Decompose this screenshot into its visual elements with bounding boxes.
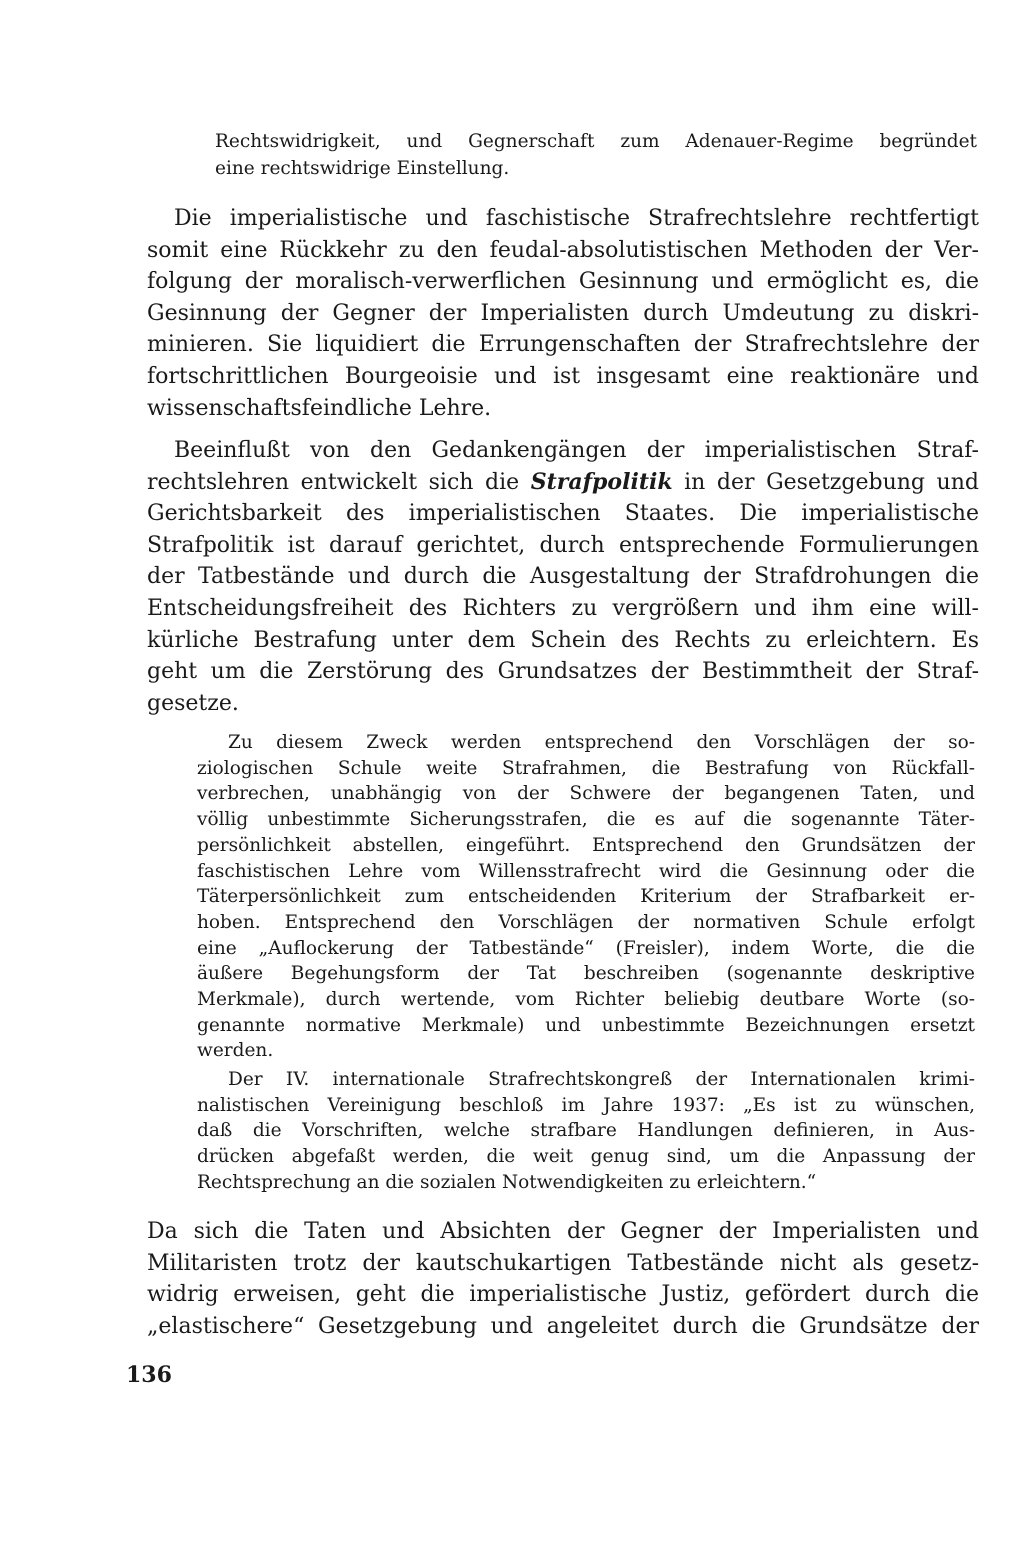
- paragraph: [147, 435, 979, 719]
- text-line: Militaristen trotz der kautschukartigen Tatbestände nicht als gesetz-: [147, 1250, 979, 1276]
- text-line: ziologischen Schule weite Strafrahmen, die Bestrafung von Rückfall-: [197, 757, 975, 779]
- text-line: eine „Auflockerung der Tatbestände“ (Freisler), indem Worte, die die: [197, 937, 975, 959]
- text-line: gesetze.: [147, 690, 239, 716]
- text-line: daß die Vorschriften, welche strafbare Handlungen definieren, in Aus-: [197, 1120, 975, 1142]
- continuation-text: [215, 128, 977, 182]
- text-line: Entscheidungsfreiheit des Richters zu vergrößern und ihm eine will-: [147, 595, 979, 621]
- text-line: minieren. Sie liquidiert die Errungenschaften der Strafrechtslehre der: [147, 332, 979, 358]
- small-print-paragraph: [197, 730, 975, 1064]
- text-line: Strafpolitik ist darauf gerichtet, durch entsprechende Formulierungen: [147, 532, 979, 558]
- text-line: Beeinflußt von den Gedankengängen der imperialistischen Straf-: [174, 438, 979, 463]
- page-number: 136: [126, 1362, 172, 1388]
- text-line: Der IV. internationale Strafrechtskongreß der Internationalen krimi-: [228, 1069, 975, 1090]
- text-line: Rechtswidrigkeit, und Gegnerschaft zum Adenauer-Regime begründet: [215, 131, 977, 152]
- text-line: Da sich die Taten und Absichten der Gegner der Imperialisten und: [147, 1219, 979, 1244]
- text-line: äußere Begehungsform der Tat beschreiben (sogenannte deskriptive: [197, 963, 975, 985]
- text-line: somit eine Rückkehr zu den feudal-absolutistischen Methoden der Ver-: [147, 237, 979, 263]
- text-segment: in der Gesetzgebung und: [672, 469, 979, 495]
- text-line: der Tatbestände und durch die Ausgestaltung der Strafdrohungen die: [147, 564, 979, 590]
- text-line: drücken abgefaßt werden, die weit genug sind, um die Anpassung der: [197, 1146, 975, 1168]
- text-line: eine rechtswidrige Einstellung.: [215, 158, 510, 179]
- text-line: wissenschaftsfeindliche Lehre.: [147, 395, 492, 421]
- text-line: verbrechen, unabhängig von der Schwere der begangenen Taten, und: [197, 783, 975, 805]
- text-line: kürliche Bestrafung unter dem Schein des Rechts zu erleichtern. Es: [147, 627, 979, 653]
- text-segment: rechtslehren entwickelt sich die: [147, 469, 531, 495]
- text-line: nalistischen Vereinigung beschloß im Jahre 1937: „Es ist zu wünschen,: [197, 1094, 975, 1116]
- text-line: „elastischere“ Gesetzgebung und angeleitet durch die Grundsätze der: [147, 1313, 979, 1339]
- paragraph: [147, 203, 979, 424]
- text-line: folgung der moralisch-verwerflichen Gesinnung und ermöglicht es, die: [147, 269, 979, 295]
- text-line: geht um die Zerstörung des Grundsatzes der Bestimmtheit der Straf-: [147, 659, 979, 685]
- text-line: Merkmale), durch wertende, vom Richter beliebig deutbare Worte (so-: [197, 989, 975, 1011]
- text-line: Die imperialistische und faschistische Strafrechtslehre rechtfertigt: [174, 206, 979, 231]
- text-line: persönlichkeit abstellen, eingeführt. Entsprechend den Grundsätzen der: [197, 834, 975, 856]
- text-line: Gerichtsbarkeit des imperialistischen Staates. Die imperialistische: [147, 501, 979, 527]
- text-line: Täterpersönlichkeit zum entscheidenden Kriterium der Strafbarkeit er-: [197, 886, 975, 908]
- emphasized-term: Strafpolitik: [530, 468, 673, 495]
- text-line: Zu diesem Zweck werden entsprechend den Vorschlägen der so-: [228, 732, 975, 753]
- paragraph: [147, 1216, 979, 1342]
- small-print-paragraph: [197, 1067, 975, 1196]
- text-line: Gesinnung der Gegner der Imperialisten durch Umdeutung zu diskri-: [147, 300, 979, 326]
- text-line: hoben. Entsprechend den Vorschlägen der normativen Schule erfolgt: [197, 911, 975, 933]
- text-line: Rechtsprechung an die sozialen Notwendigkeiten zu erleichtern.“: [197, 1171, 817, 1193]
- text-line: genannte normative Merkmale) und unbestimmte Bezeichnungen ersetzt: [197, 1014, 975, 1036]
- text-line: werden.: [197, 1040, 274, 1062]
- text-line: [147, 467, 979, 499]
- text-line: fortschrittlichen Bourgeoisie und ist insgesamt eine reaktionäre und: [147, 363, 979, 389]
- text-line: völlig unbestimmte Sicherungsstrafen, die es auf die sogenannte Täter-: [197, 809, 975, 831]
- text-line: faschistischen Lehre vom Willensstrafrecht wird die Gesinnung oder die: [197, 860, 975, 882]
- text-line: widrig erweisen, geht die imperialistische Justiz, gefördert durch die: [147, 1282, 979, 1308]
